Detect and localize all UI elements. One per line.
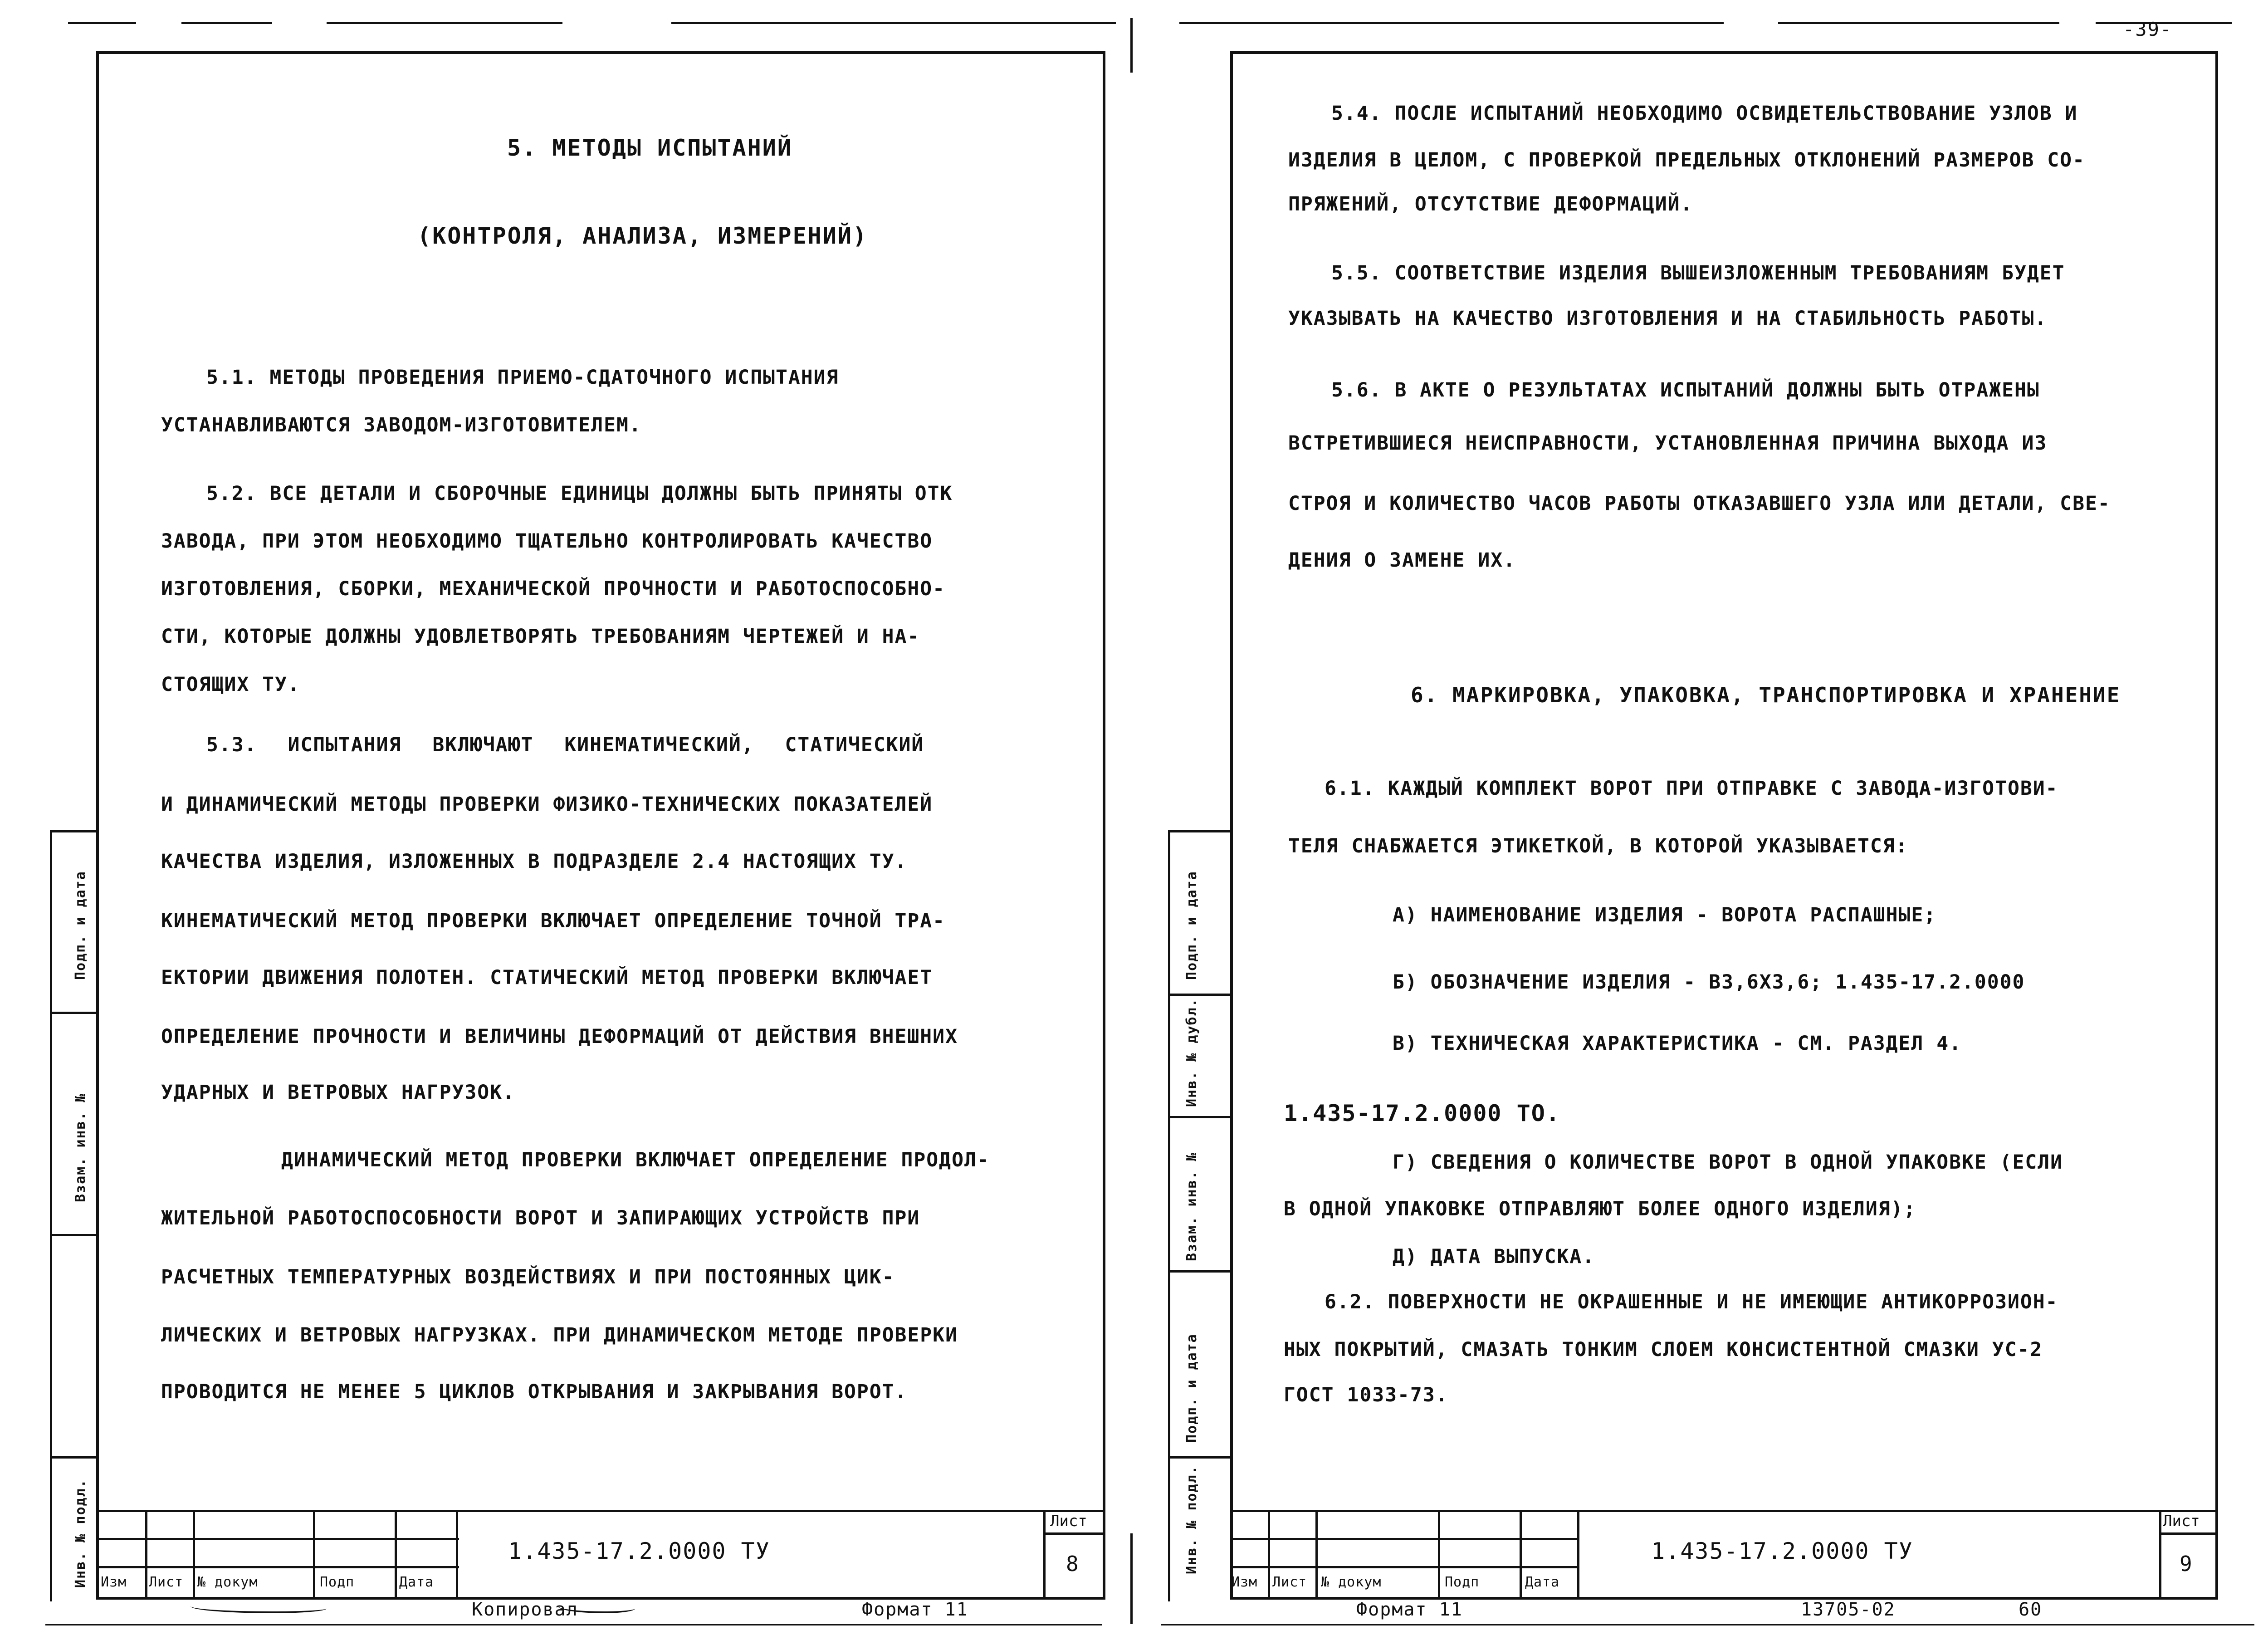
binding-tick [1168, 830, 1232, 832]
footer-line [1161, 1624, 2254, 1625]
stamp-header-date: Дата [399, 1574, 434, 1590]
stamp-line [1438, 1510, 1440, 1600]
stamp-line [1043, 1532, 1105, 1535]
footer-line [45, 1624, 1102, 1625]
stamp-line [1043, 1510, 1046, 1600]
text-line: УСТАНАВЛИВАЮТСЯ ЗАВОДОМ-ИЗГОТОВИТЕЛЕМ. [161, 414, 642, 436]
stamp-header-doc: № докум [1321, 1574, 1382, 1590]
top-dash [1179, 22, 1724, 24]
right-footer-number: 13705-02 [1801, 1599, 1896, 1620]
stamp-line [1230, 1538, 1579, 1540]
binding-tick [50, 1012, 98, 1014]
right-binding-line [1168, 830, 1170, 1601]
binding-tick [50, 830, 98, 832]
right-side-label-3: Взам. инв. № [1184, 1152, 1200, 1261]
right-sheet-label: Лист [2163, 1512, 2200, 1530]
stamp-line [1520, 1510, 1522, 1600]
text-line: ИЗДЕЛИЯ В ЦЕЛОМ, С ПРОВЕРКОЙ ПРЕДЕЛЬНЫХ ОТКЛОНЕНИЙ РАЗМЕРОВ СО- [1288, 149, 2085, 171]
left-section-title: 5. МЕТОДЫ ИСПЫТАНИЙ [507, 135, 792, 161]
fold-line [1130, 18, 1133, 73]
right-side-label-5: Подп. и дата [1184, 871, 1200, 980]
top-dash [671, 22, 1116, 24]
stamp-line [395, 1510, 397, 1600]
text-line: ЛИЧЕСКИХ И ВЕТРОВЫХ НАГРУЗКАХ. ПРИ ДИНАМИЧЕСКОМ МЕТОДЕ ПРОВЕРКИ [161, 1324, 958, 1346]
right-document-code: 1.435-17.2.0000 ТУ [1651, 1538, 1913, 1564]
left-side-label-2: Взам. инв. № [73, 1093, 88, 1202]
left-side-label-1: Инв. № подл. [73, 1478, 88, 1588]
text-line: В ОДНОЙ УПАКОВКЕ ОТПРАВЛЯЮТ БОЛЕЕ ОДНОГО ИЗДЕЛИЯ); [1284, 1198, 1916, 1220]
left-document-code: 1.435-17.2.0000 ТУ [508, 1538, 770, 1564]
text-line: 5.5. СООТВЕТСТВИЕ ИЗДЕЛИЯ ВЫШЕИЗЛОЖЕННЫМ ТРЕБОВАНИЯМ БУДЕТ [1331, 262, 2065, 284]
stamp-line [96, 1510, 1105, 1512]
text-line: ЖИТЕЛЬНОЙ РАБОТОСПОСОБНОСТИ ВОРОТ И ЗАПИРАЮЩИХ УСТРОЙСТВ ПРИ [161, 1207, 920, 1229]
left-side-label-3: Подп. и дата [73, 871, 88, 980]
text-line: 5.3. ИСПЫТАНИЯ ВКЛЮЧАЮТ КИНЕМАТИЧЕСКИЙ, СТАТИЧЕСКИЙ [206, 734, 924, 756]
text-line: И ДИНАМИЧЕСКИЙ МЕТОДЫ ПРОВЕРКИ ФИЗИКО-ТЕХНИЧЕСКИХ ПОКАЗАТЕЛЕЙ [161, 793, 933, 816]
right-sheet-number: 9 [2180, 1552, 2192, 1576]
right-footer-page: 60 [2019, 1599, 2043, 1620]
stamp-header-sign: Подп [1445, 1574, 1480, 1590]
left-sheet-number: 8 [1066, 1552, 1079, 1576]
stamp-header-doc: № докум [197, 1574, 258, 1590]
stamp-header-list: Лист [149, 1574, 184, 1590]
text-line: 5.4. ПОСЛЕ ИСПЫТАНИЙ НЕОБХОДИМО ОСВИДЕТЕЛЬСТВОВАНИЕ УЗЛОВ И [1331, 102, 2078, 125]
left-footer-format: Формат 11 [862, 1599, 968, 1620]
text-line: 5.2. ВСЕ ДЕТАЛИ И СБОРОЧНЫЕ ЕДИНИЦЫ ДОЛЖНЫ БЫТЬ ПРИНЯТЫ ОТК [206, 482, 953, 505]
stamp-line [313, 1510, 315, 1600]
text-line: 5.6. В АКТЕ О РЕЗУЛЬТАТАХ ИСПЫТАНИЙ ДОЛЖНЫ БЫТЬ ОТРАЖЕНЫ [1331, 379, 2040, 401]
stamp-line [145, 1510, 147, 1600]
right-side-label-2: Подп. и дата [1184, 1333, 1200, 1443]
text-line: 6.1. КАЖДЫЙ КОМПЛЕКТ ВОРОТ ПРИ ОТПРАВКЕ С ЗАВОДА-ИЗГОТОВИ- [1325, 777, 2058, 800]
text-line: Б) ОБОЗНАЧЕНИЕ ИЗДЕЛИЯ - В3,6Х3,6; 1.435-17.2.0000 [1393, 971, 2025, 994]
text-line: 5.1. МЕТОДЫ ПРОВЕДЕНИЯ ПРИЕМО-СДАТОЧНОГО ИСПЫТАНИЯ [206, 366, 839, 389]
stamp-line [1315, 1510, 1318, 1600]
text-line: ТЕЛЯ СНАБЖАЕТСЯ ЭТИКЕТКОЙ, В КОТОРОЙ УКАЗЫВАЕТСЯ: [1288, 835, 1908, 857]
stamp-header-list: Лист [1272, 1574, 1307, 1590]
text-line: УДАРНЫХ И ВЕТРОВЫХ НАГРУЗОК. [161, 1081, 515, 1104]
text-line: НЫХ ПОКРЫТИЙ, СМАЗАТЬ ТОНКИМ СЛОЕМ КОНСИСТЕНТНОЙ СМАЗКИ УС-2 [1284, 1338, 2043, 1361]
left-binding-line [50, 830, 52, 1601]
stamp-line [2159, 1510, 2161, 1600]
text-line: Г) СВЕДЕНИЯ О КОЛИЧЕСТВЕ ВОРОТ В ОДНОЙ УПАКОВКЕ (ЕСЛИ [1393, 1151, 2063, 1174]
binding-tick [1168, 1456, 1232, 1459]
text-line: УКАЗЫВАТЬ НА КАЧЕСТВО ИЗГОТОВЛЕНИЯ И НА СТАБИЛЬНОСТЬ РАБОТЫ. [1288, 307, 2048, 330]
text-line: СТОЯЩИХ ТУ. [161, 673, 300, 696]
text-line: ДИНАМИЧЕСКИЙ МЕТОД ПРОВЕРКИ ВКЛЮЧАЕТ ОПРЕДЕЛЕНИЕ ПРОДОЛ- [281, 1149, 990, 1171]
top-dash [68, 22, 136, 24]
stamp-line [1230, 1510, 2218, 1512]
text-line: А) НАИМЕНОВАНИЕ ИЗДЕЛИЯ - ВОРОТА РАСПАШНЫЕ; [1393, 904, 1937, 926]
text-line: ГОСТ 1033-73. [1284, 1384, 1448, 1406]
stamp-line [1577, 1510, 1579, 1600]
top-dash [327, 22, 562, 24]
right-side-label-4: Инв. № дубл. [1184, 998, 1200, 1107]
right-side-label-1: Инв. № подл. [1184, 1465, 1200, 1574]
text-line: ДЕНИЯ О ЗАМЕНЕ ИХ. [1288, 549, 1516, 572]
stamp-header-sign: Подп [320, 1574, 355, 1590]
stamp-header-izm: Изм [1232, 1574, 1258, 1590]
text-line: СТРОЯ И КОЛИЧЕСТВО ЧАСОВ РАБОТЫ ОТКАЗАВШЕГО УЗЛА ИЛИ ДЕТАЛИ, СВЕ- [1288, 492, 2111, 515]
text-line: ИЗГОТОВЛЕНИЯ, СБОРКИ, МЕХАНИЧЕСКОЙ ПРОЧНОСТИ И РАБОТОСПОСОБНО- [161, 578, 946, 600]
text-line: ПРЯЖЕНИЙ, ОТСУТСТВИЕ ДЕФОРМАЦИЙ. [1288, 193, 1693, 215]
binding-tick [50, 1456, 98, 1459]
text-line: ЕКТОРИИ ДВИЖЕНИЯ ПОЛОТЕН. СТАТИЧЕСКИЙ МЕТОД ПРОВЕРКИ ВКЛЮЧАЕТ [161, 966, 933, 989]
stamp-header-date: Дата [1525, 1574, 1560, 1590]
stamp-line [96, 1538, 459, 1540]
stamp-line [1230, 1566, 1579, 1568]
fold-line [1130, 1533, 1133, 1624]
stamp-line [96, 1566, 459, 1568]
text-line: Д) ДАТА ВЫПУСКА. [1393, 1245, 1595, 1268]
top-page-number: -39- [2123, 18, 2173, 40]
text-line: ОПРЕДЕЛЕНИЕ ПРОЧНОСТИ И ВЕЛИЧИНЫ ДЕФОРМАЦИЙ ОТ ДЕЙСТВИЯ ВНЕШНИХ [161, 1025, 958, 1048]
binding-tick [1168, 1270, 1232, 1273]
binding-tick [50, 1234, 98, 1236]
stamp-header-izm: Изм [101, 1574, 127, 1590]
stamp-line [1268, 1510, 1270, 1600]
top-dash [1778, 22, 2059, 24]
stamp-line [456, 1510, 458, 1600]
stamp-line [2159, 1532, 2218, 1535]
text-line: КИНЕМАТИЧЕСКИЙ МЕТОД ПРОВЕРКИ ВКЛЮЧАЕТ ОПРЕДЕЛЕНИЕ ТОЧНОЙ ТРА- [161, 910, 946, 932]
section6-title: 6. МАРКИРОВКА, УПАКОВКА, ТРАНСПОРТИРОВКА И ХРАНЕНИЕ [1411, 683, 2121, 707]
text-line: КАЧЕСТВА ИЗДЕЛИЯ, ИЗЛОЖЕННЫХ В ПОДРАЗДЕЛЕ 2.4 НАСТОЯЩИХ ТУ. [161, 850, 908, 873]
left-footer-copied: Копировал [472, 1599, 578, 1620]
text-line: СТИ, КОТОРЫЕ ДОЛЖНЫ УДОВЛЕТВОРЯТЬ ТРЕБОВАНИЯМ ЧЕРТЕЖЕЙ И НА- [161, 625, 920, 648]
text-line: РАСЧЕТНЫХ ТЕМПЕРАТУРНЫХ ВОЗДЕЙСТВИЯХ И ПРИ ПОСТОЯННЫХ ЦИК- [161, 1266, 895, 1288]
left-page-frame [96, 51, 1105, 1600]
binding-tick [1168, 994, 1232, 996]
text-line: 1.435-17.2.0000 ТО. [1284, 1100, 1560, 1126]
left-sheet-label: Лист [1050, 1512, 1087, 1530]
text-line: В) ТЕХНИЧЕСКАЯ ХАРАКТЕРИСТИКА - СМ. РАЗДЕЛ 4. [1393, 1032, 1962, 1055]
stamp-line [193, 1510, 195, 1600]
text-line: ЗАВОДА, ПРИ ЭТОМ НЕОБХОДИМО ТЩАТЕЛЬНО КОНТРОЛИРОВАТЬ КАЧЕСТВО [161, 530, 933, 553]
text-line: ВСТРЕТИВШИЕСЯ НЕИСПРАВНОСТИ, УСТАНОВЛЕННАЯ ПРИЧИНА ВЫХОДА ИЗ [1288, 432, 2048, 455]
left-section-subtitle: (КОНТРОЛЯ, АНАЛИЗА, ИЗМЕРЕНИЙ) [417, 223, 868, 249]
binding-tick [1168, 1116, 1232, 1118]
top-dash [181, 22, 272, 24]
signature-mark [191, 1601, 327, 1613]
right-footer-format: Формат 11 [1356, 1599, 1463, 1620]
text-line: 6.2. ПОВЕРХНОСТИ НЕ ОКРАШЕННЫЕ И НЕ ИМЕЮЩИЕ АНТИКОРРОЗИОН- [1325, 1291, 2058, 1313]
text-line: ПРОВОДИТСЯ НЕ МЕНЕЕ 5 ЦИКЛОВ ОТКРЫВАНИЯ И ЗАКРЫВАНИЯ ВОРОТ. [161, 1381, 908, 1403]
